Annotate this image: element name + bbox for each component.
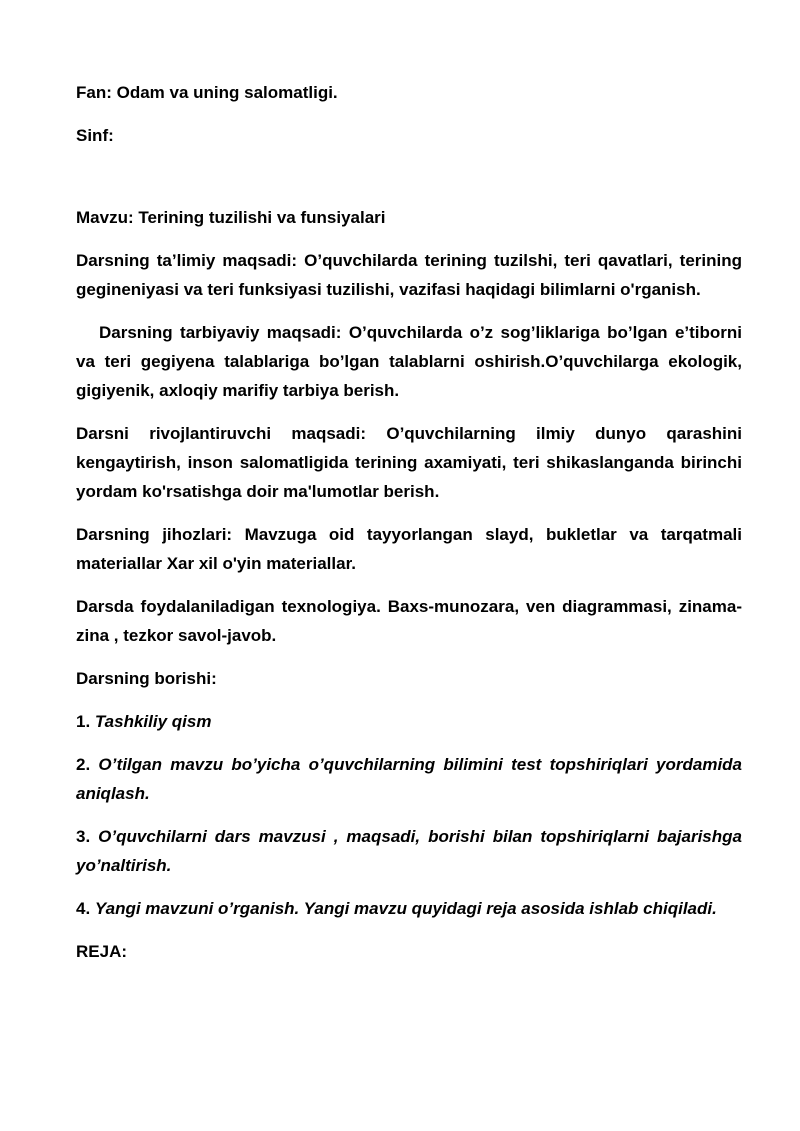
step-2	[76, 750, 742, 808]
subject-line: Fan: Odam va uning salomatligi.	[76, 83, 338, 102]
upbringing-goal: Darsning tarbiyaviy maqsadi: O’quvchilarda o’z sog’liklariga bo’lgan e’tiborni va teri gegiyena talablariga bo’lgan talablarni oshirish.O’quvchilarga ekologik, gigiyenik, axloqiy marifiy tarbiya berish.	[76, 323, 742, 400]
step-3-number: 3.	[76, 827, 99, 846]
step-3-text: O’quvchilarni dars mavzusi , maqsadi, borishi bilan topshiriqlarni bajarishga yo’naltirish.	[76, 827, 742, 875]
topic-line: Mavzu: Terining tuzilishi va funsiyalari	[76, 208, 386, 227]
class-line: Sinf:	[76, 126, 114, 145]
document-page	[76, 78, 742, 980]
step-2-number: 2.	[76, 755, 99, 774]
step-1	[76, 707, 742, 736]
technology-paragraph: Darsda foydalaniladigan texnologiya. Baxs-munozara, ven diagrammasi, zinama-zina , tezkor savol-javob.	[76, 597, 742, 645]
equipment-paragraph: Darsning jihozlari: Mavzuga oid tayyorlangan slayd, bukletlar va tarqatmali materiallar Xar xil o'yin materiallar.	[76, 525, 742, 573]
step-2-text: O’tilgan mavzu bo’yicha o’quvchilarning bilimini test topshiriqlari yordamida aniqlash.	[76, 755, 743, 803]
step-1-text: Tashkiliy qism	[94, 712, 212, 731]
step-3	[76, 822, 742, 880]
lesson-progress-title: Darsning borishi:	[76, 669, 217, 688]
step-4-number: 4.	[76, 899, 95, 918]
step-4	[76, 894, 742, 923]
developmental-goal: Darsni rivojlantiruvchi maqsadi: O’quvchilarning ilmiy dunyo qarashini kengaytirish, inson salomatligida terining axamiyati, teri shikaslanganda birinchi yordam ko'rsatishga doir ma'lumotlar berish.	[76, 424, 742, 501]
plan-heading: REJA:	[76, 942, 128, 961]
educational-goal: Darsning ta’limiy maqsadi: O’quvchilarda terining tuzilshi, teri qavatlari, terining gegineniyasi va teri funksiyasi tuzilishi, vazifasi haqidagi bilimlarni o'rganish.	[76, 251, 742, 299]
step-1-number: 1.	[76, 712, 95, 731]
step-4-text: Yangi mavzuni o’rganish. Yangi mavzu quyidagi reja asosida ishlab chiqiladi.	[94, 899, 717, 918]
